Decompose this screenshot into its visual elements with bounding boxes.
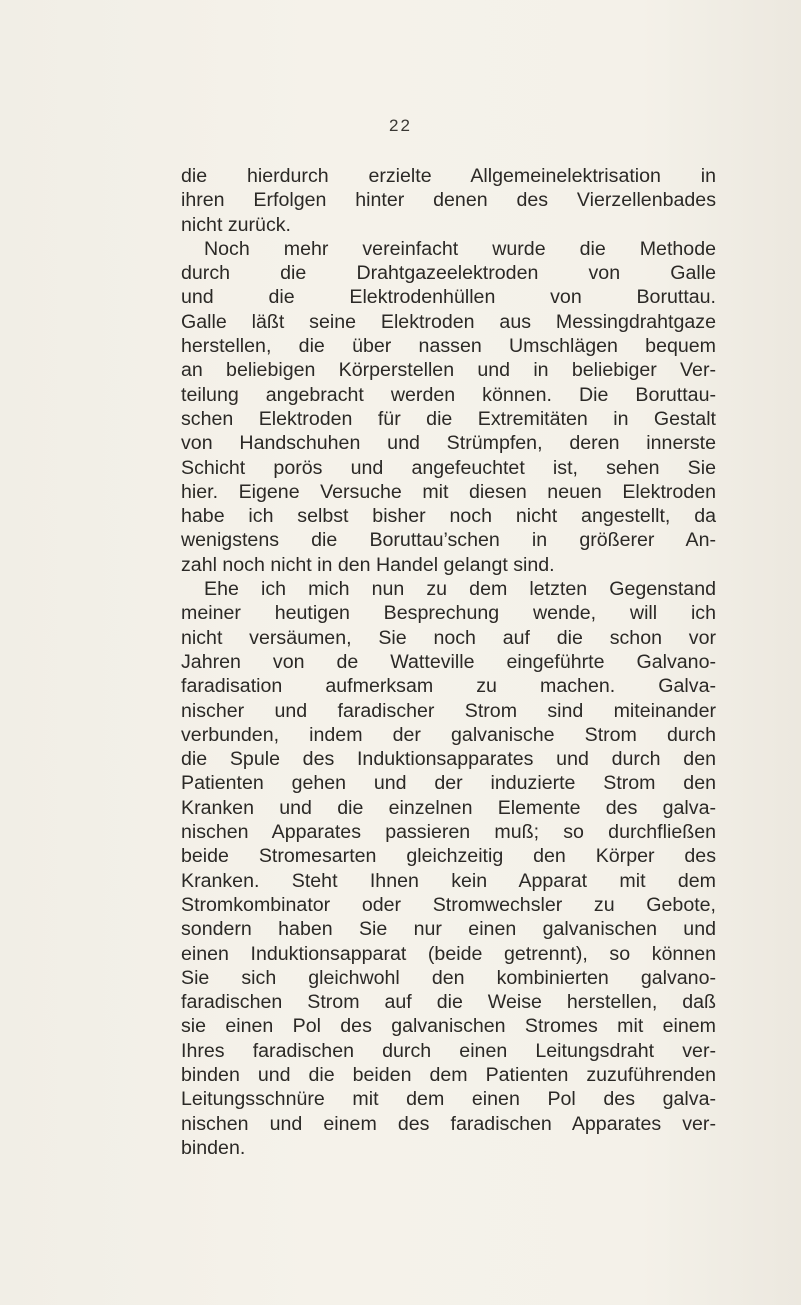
text-line: Stromkombinator oder Stromwechsler zu Gebote,: [181, 893, 716, 916]
text-line: herstellen, die über nassen Umschlägen bequem: [181, 335, 716, 358]
text-line: und die Elektrodenhüllen von Boruttau.: [181, 286, 716, 309]
text-line: ihren Erfolgen hinter denen des Vierzellenbades: [181, 189, 716, 212]
text-line: die hierdurch erzielte Allgemeinelektrisation in: [181, 165, 716, 187]
text-line: Galle läßt seine Elektroden aus Messingdrahtgaze: [181, 310, 716, 333]
text-line: nischen Apparates passieren muß; so durchfließen: [181, 821, 716, 844]
text-line: Ihres faradischen durch einen Leitungsdraht ver-: [181, 1039, 716, 1062]
text-line: Ehe ich mich nun zu dem letzten Gegenstand: [204, 578, 716, 601]
text-line: nicht zurück.: [181, 213, 291, 236]
page-number: 22: [389, 116, 412, 135]
text-line: die Spule des Induktionsapparates und durch den: [181, 748, 716, 771]
text-line: binden.: [181, 1136, 246, 1159]
text-line: faradischen Strom auf die Weise herstellen, daß: [181, 991, 716, 1014]
text-line: nicht versäumen, Sie noch auf die schon vor: [181, 626, 716, 649]
text-line: Jahren von de Watteville eingeführte Galvano-: [181, 650, 716, 673]
text-line: einen Induktionsapparat (beide getrennt), so können: [181, 942, 716, 965]
text-line: habe ich selbst bisher noch nicht angestellt, da: [181, 505, 716, 528]
text-line: nischer und faradischer Strom sind miteinander: [181, 699, 716, 722]
text-line: sondern haben Sie nur einen galvanischen und: [181, 918, 716, 941]
text-line: schen Elektroden für die Extremitäten in Gestalt: [181, 407, 716, 430]
text-line: Noch mehr vereinfacht wurde die Methode: [204, 237, 716, 260]
text-line: nischen und einem des faradischen Apparates ver-: [181, 1112, 716, 1135]
text-line: Schicht porös und angefeuchtet ist, sehen Sie: [181, 456, 716, 479]
text-line: binden und die beiden dem Patienten zuzuführenden: [181, 1063, 716, 1086]
text-line: meiner heutigen Besprechung wende, will ich: [181, 602, 716, 625]
text-line: Sie sich gleichwohl den kombinierten galvano-: [181, 966, 716, 989]
text-line: teilung angebracht werden können. Die Boruttau-: [181, 383, 716, 406]
text-line: durch die Drahtgazeelektroden von Galle: [181, 262, 716, 285]
text-line: Leitungsschnüre mit dem einen Pol des galva-: [181, 1088, 716, 1111]
body-text: [181, 164, 716, 1160]
text-line: beide Stromesarten gleichzeitig den Körper des: [181, 845, 716, 868]
text-line: zahl noch nicht in den Handel gelangt sind.: [181, 553, 555, 576]
text-line: an beliebigen Körperstellen und in beliebiger Ver-: [181, 359, 716, 382]
text-line: sie einen Pol des galvanischen Stromes mit einem: [181, 1015, 716, 1038]
text-line: wenigstens die Boruttau’schen in größerer An-: [181, 529, 716, 552]
text-line: von Handschuhen und Strümpfen, deren innerste: [181, 432, 716, 455]
text-line: Kranken und die einzelnen Elemente des galva-: [181, 796, 716, 819]
text-line: Patienten gehen und der induzierte Strom den: [181, 772, 716, 795]
text-line: faradisation aufmerksam zu machen. Galva-: [181, 675, 716, 698]
text-line: hier. Eigene Versuche mit diesen neuen Elektroden: [181, 480, 716, 503]
text-line: verbunden, indem der galvanische Strom durch: [181, 723, 716, 746]
text-line: Kranken. Steht Ihnen kein Apparat mit dem: [181, 869, 716, 892]
